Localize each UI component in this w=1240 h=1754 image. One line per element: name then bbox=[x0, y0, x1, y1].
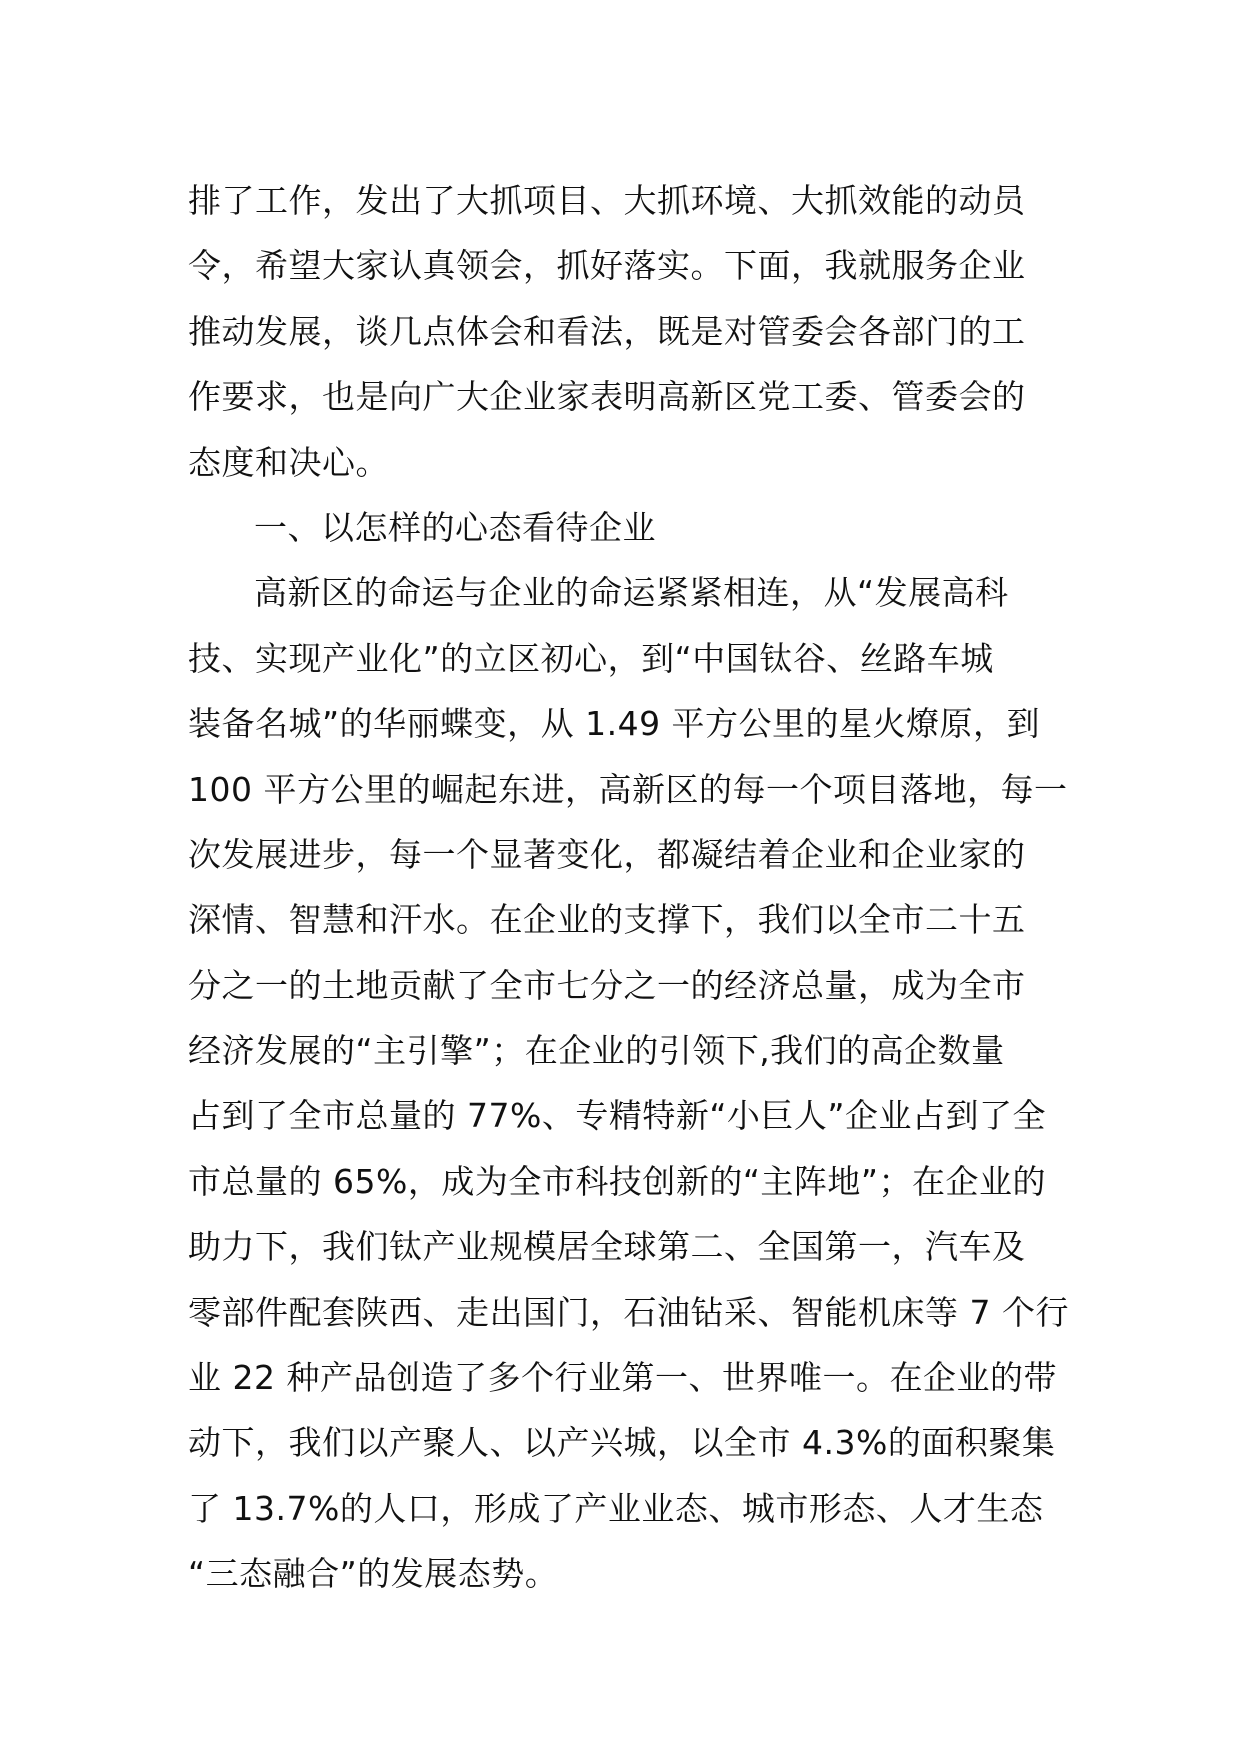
text-line: 令，希望大家认真领会，抓好落实。下面，我就服务企业 bbox=[188, 246, 1026, 286]
text-line: 助力下，我们钛产业规模居全球第二、全国第一，汽车及 bbox=[188, 1227, 1026, 1267]
text-line: 排了工作，发出了大抓项目、大抓环境、大抓效能的动员 bbox=[188, 181, 1026, 220]
document-page bbox=[188, 168, 1069, 1607]
text-line: 深情、智慧和汗水。在企业的支撑下，我们以全市二十五 bbox=[188, 900, 1026, 940]
text-line: 推动发展，谈几点体会和看法，既是对管委会各部门的工 bbox=[188, 311, 1026, 351]
text-line: 100 平方公里的崛起东进，高新区的每一个项目落地，每一 bbox=[188, 769, 1068, 809]
text-line: 业 22 种产品创造了多个行业第一、世界唯一。在企业的带 bbox=[188, 1358, 1057, 1398]
text-line: 分之一的土地贡献了全市七分之一的经济总量，成为全市 bbox=[188, 965, 1026, 1005]
text-line: 次发展进步，每一个显著变化，都凝结着企业和企业家的 bbox=[188, 834, 1026, 874]
text-line: 装备名城”的华丽蝶变，从 1.49 平方公里的星火燎原，到 bbox=[188, 704, 1041, 744]
text-line: 态度和决心。 bbox=[188, 442, 389, 482]
text-line: 占到了全市总量的 77%、专精特新“小巨人”企业占到了全 bbox=[188, 1096, 1047, 1136]
text-line: 动下，我们以产聚人、以产兴城，以全市 4.3%的面积聚集 bbox=[188, 1423, 1056, 1463]
text-line: 了 13.7%的人口，形成了产业业态、城市形态、人才生态 bbox=[188, 1488, 1044, 1528]
paragraph-first-line: 高新区的命运与企业的命运紧紧相连，从“发展高科 bbox=[254, 573, 1009, 613]
text-line: 零部件配套陕西、走出国门，石油钻采、智能机床等 7 个行 bbox=[188, 1292, 1069, 1332]
section-heading: 一、以怎样的心态看待企业 bbox=[254, 507, 656, 547]
text-line: 经济发展的“主引擎”；在企业的引领下,我们的高企数量 bbox=[188, 1031, 1005, 1071]
text-line: “三态融合”的发展态势。 bbox=[188, 1554, 559, 1594]
text-line: 技、实现产业化”的立区初心，到“中国钛谷、丝路车城 bbox=[188, 638, 994, 678]
text-line: 市总量的 65%，成为全市科技创新的“主阵地”；在企业的 bbox=[188, 1161, 1047, 1201]
text-line: 作要求，也是向广大企业家表明高新区党工委、管委会的 bbox=[188, 377, 1026, 417]
